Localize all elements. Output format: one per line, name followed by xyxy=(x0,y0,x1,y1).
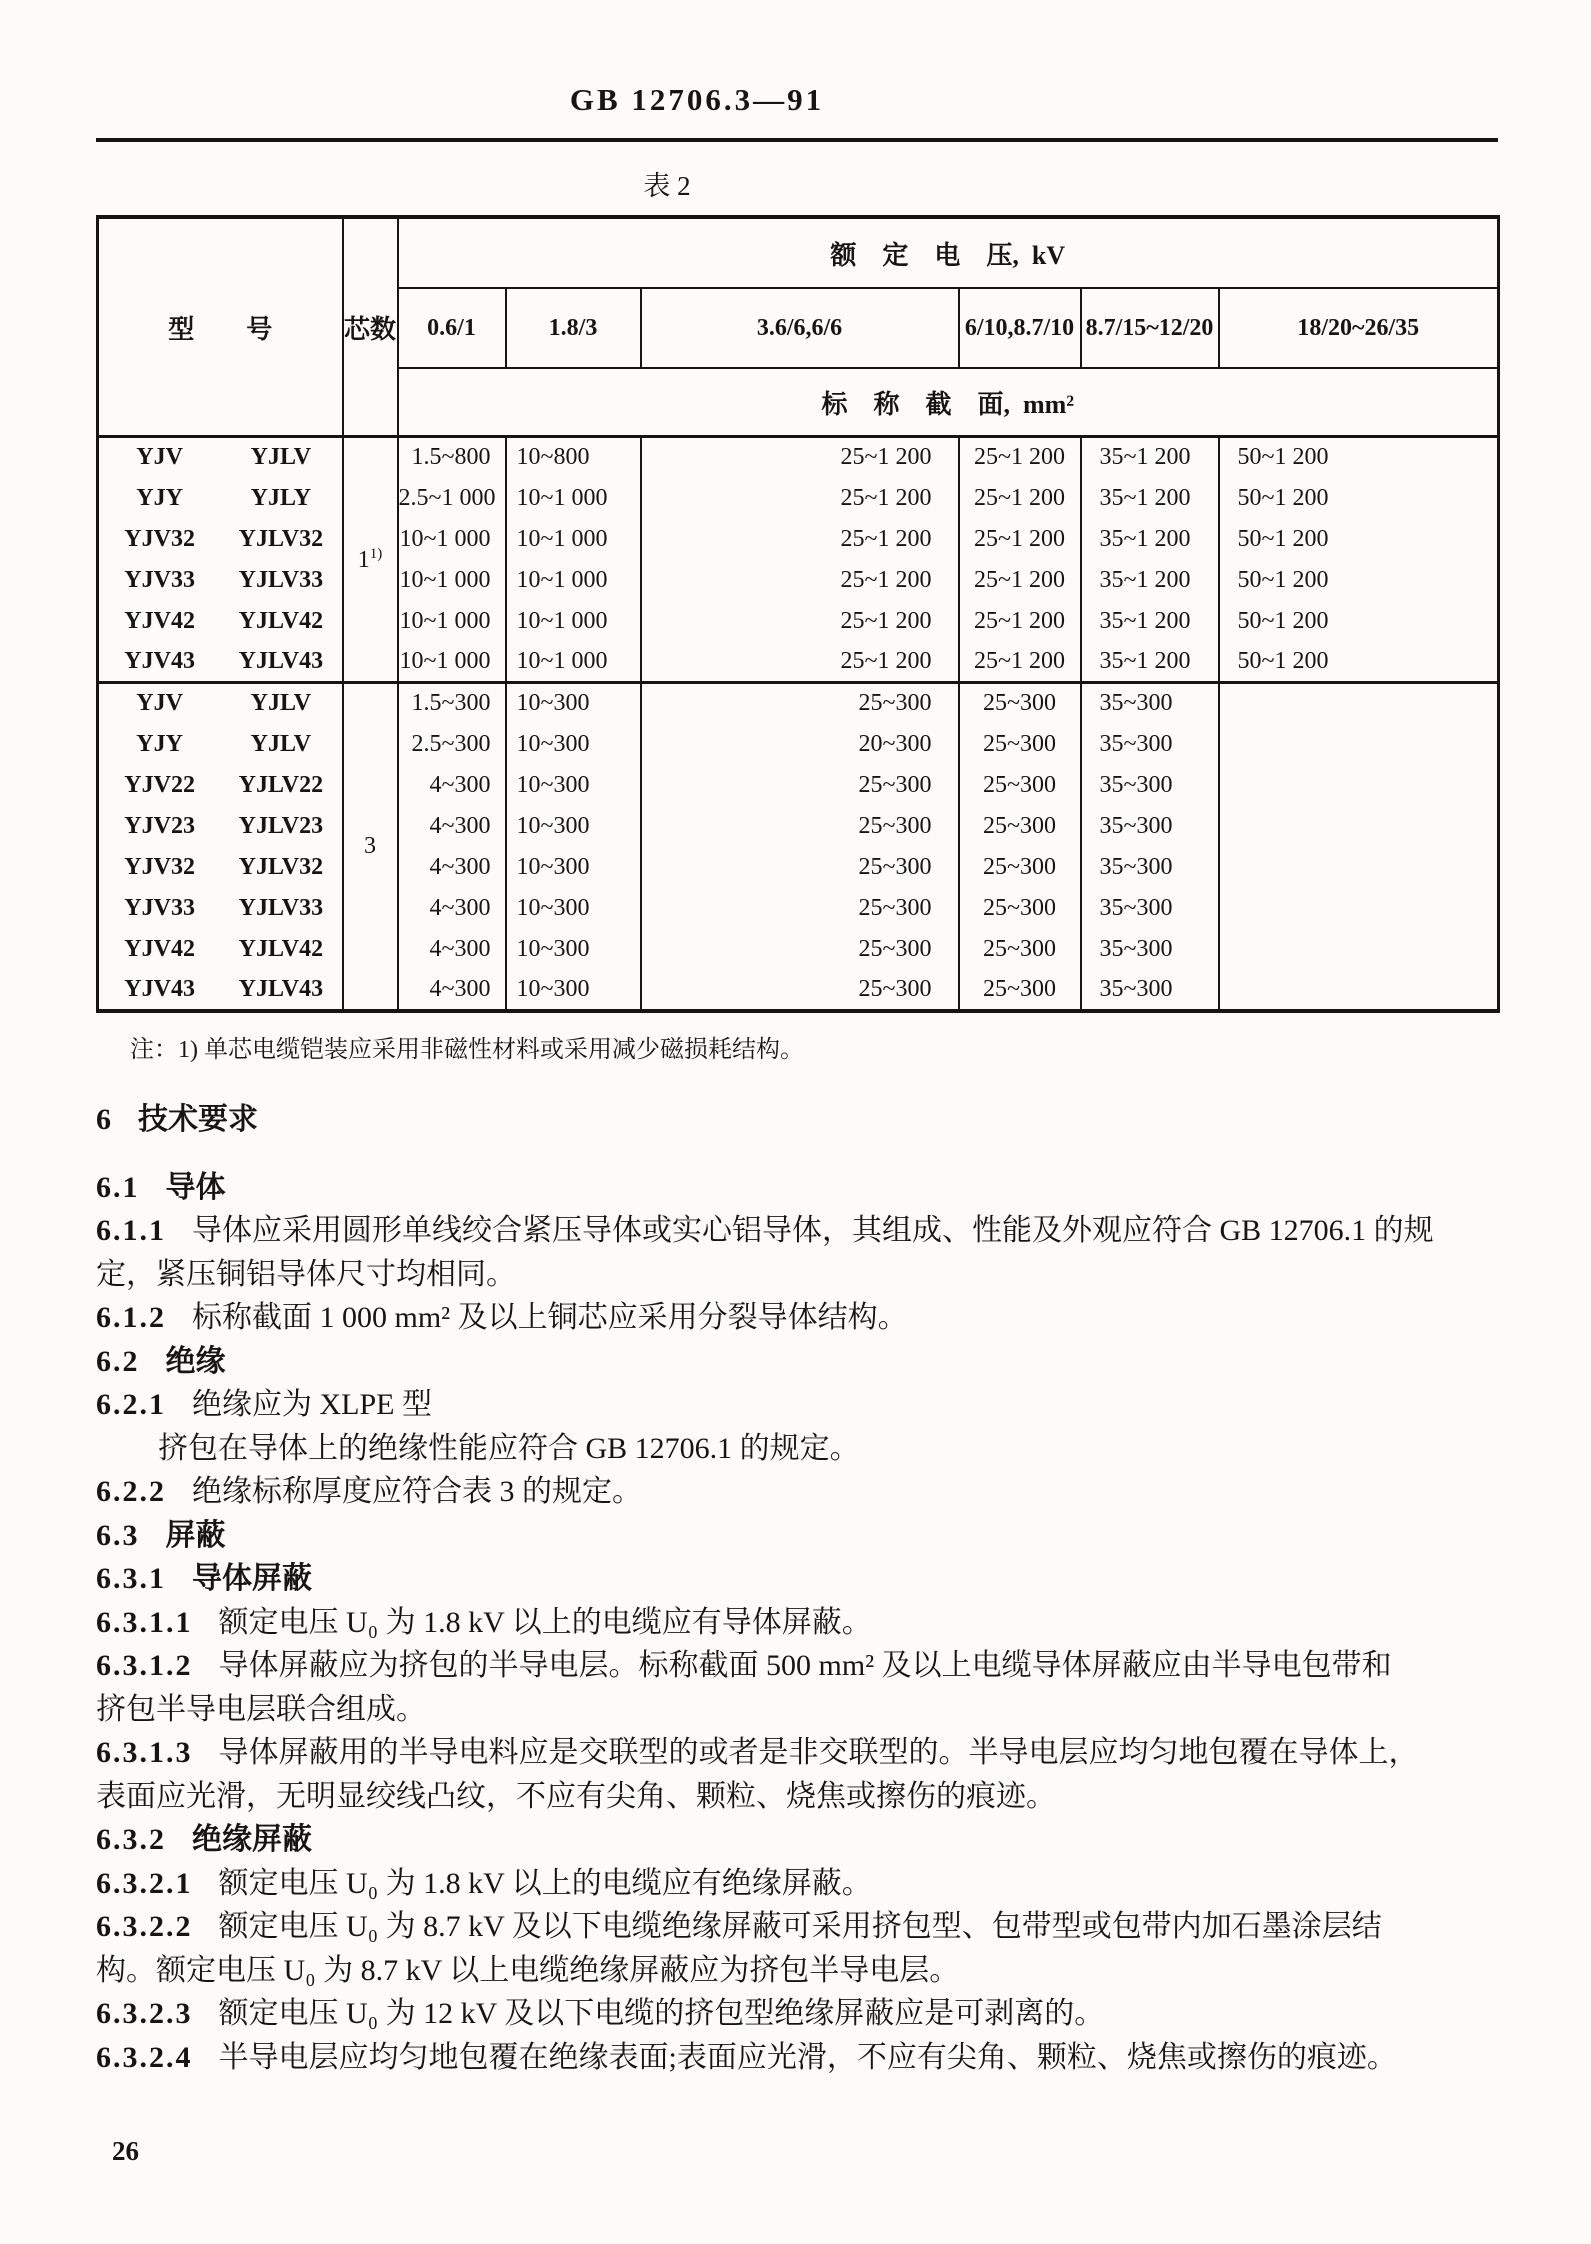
section-range-cell: 35~1 200 xyxy=(1081,519,1219,560)
clause-text: 导体屏蔽用的半导电料应是交联型的或者是非交联型的。半导电层应均匀地包覆在导体上， xyxy=(218,1736,1419,1769)
section-range-cell: 35~1 200 xyxy=(1081,560,1219,601)
section-range-cell: 35~300 xyxy=(1081,888,1219,929)
model-code: YJV32 xyxy=(124,525,195,552)
section-range-cell: 50~1 200 xyxy=(1237,566,1329,593)
clause-number: 6.3.2.4 xyxy=(96,2040,193,2074)
section-range-cell: 10~1 000 xyxy=(506,560,641,601)
section-range-cell: 35~1 200 xyxy=(1081,642,1219,683)
section-range-cell: 2.5~1 000 xyxy=(398,478,506,519)
clause-line xyxy=(96,1427,1498,1471)
section-range-cell xyxy=(1219,765,1499,806)
section-range-cell: 10~300 xyxy=(506,765,641,806)
section-heading xyxy=(96,1094,1498,1138)
clause-number: 6.2 xyxy=(96,1344,140,1378)
section-range-cell: 10~1 000 xyxy=(506,478,641,519)
clause-number: 6.3.1.1 xyxy=(96,1605,193,1639)
section-range-cell: 10~1 000 xyxy=(398,642,506,683)
section-range-cell: 10~1 000 xyxy=(398,519,506,560)
model-code: YJLV xyxy=(250,730,312,757)
model-code: YJLV42 xyxy=(238,607,324,634)
model-cell xyxy=(98,642,343,683)
model-code: YJV33 xyxy=(124,566,195,593)
section-range-cell: 20~300 xyxy=(641,724,959,765)
model-cell xyxy=(98,888,343,929)
clause-line xyxy=(96,1557,1498,1601)
section-range-cell: 25~1 200 xyxy=(959,437,1081,478)
clause-text: 表面应光滑，无明显绞线凸纹，不应有尖角、颗粒、烧焦或擦伤的痕迹。 xyxy=(96,1779,1056,1813)
clause-line xyxy=(96,1514,1498,1558)
voltage-col-header: 3.6/6,6/6 xyxy=(641,288,959,368)
section-range-cell: 25~1 200 xyxy=(959,560,1081,601)
clause-line xyxy=(96,1340,1498,1384)
model-cell xyxy=(98,806,343,847)
section-range-cell: 10~1 000 xyxy=(398,601,506,642)
section-range-cell: 10~300 xyxy=(506,683,641,724)
section-range-cell: 35~300 xyxy=(1081,806,1219,847)
clause-number: 6.3 xyxy=(96,1518,140,1552)
table-header xyxy=(98,217,1499,437)
clause-number: 6.2.2 xyxy=(96,1475,166,1508)
section-range-cell: 25~1 200 xyxy=(959,478,1081,519)
model-code: YJV23 xyxy=(124,812,195,839)
model-code: YJV xyxy=(136,690,183,717)
section-range-cell: 25~300 xyxy=(959,724,1081,765)
section-range-cell: 25~1 200 xyxy=(641,601,959,642)
model-code: YJLV33 xyxy=(238,894,324,921)
section-range-cell: 35~1 200 xyxy=(1081,478,1219,519)
model-cell xyxy=(98,601,343,642)
clause-number: 6.3.2.3 xyxy=(96,1997,193,2030)
model-code: YJV43 xyxy=(124,647,195,674)
model-code: YJLV43 xyxy=(238,647,324,674)
table-row xyxy=(98,601,1499,642)
table-footnote: 注：1) 单芯电缆铠装应采用非磁性材料或采用减少磁损耗结构。 xyxy=(130,1036,804,1063)
clause-text: 挤包在导体上的绝缘性能应符合 GB 12706.1 的规定。 xyxy=(158,1431,860,1465)
clause-text: 标称截面 1 000 mm² 及以上铜芯应采用分裂导体结构。 xyxy=(192,1301,908,1334)
clause-number: 6.1.2 xyxy=(96,1301,166,1334)
clause-line xyxy=(96,1992,1498,2036)
section-number: 6 xyxy=(96,1102,112,1136)
table-row xyxy=(98,806,1499,847)
section-range-cell: 10~1 000 xyxy=(506,601,641,642)
model-cell xyxy=(98,683,343,724)
section-range-cell: 35~300 xyxy=(1081,970,1219,1011)
clause-text: 挤包半导电层联合组成。 xyxy=(96,1692,426,1726)
section-range-cell: 1.5~800 xyxy=(398,437,506,478)
table-row xyxy=(98,642,1499,683)
section-range-cell: 25~300 xyxy=(641,847,959,888)
clause-line xyxy=(96,1818,1498,1862)
clause-line xyxy=(96,1731,1498,1775)
section-range-cell: 10~300 xyxy=(506,929,641,970)
section-range-cell: 25~1 200 xyxy=(641,478,959,519)
section-range-cell: 25~300 xyxy=(959,970,1081,1011)
footnote-marker: 1) xyxy=(369,545,383,562)
model-code: YJLV xyxy=(250,444,312,471)
clause-text-block xyxy=(96,1166,1498,2080)
clause-text: 绝缘 xyxy=(165,1344,226,1378)
model-code: YJLV22 xyxy=(238,771,324,798)
clause-number: 6.3.1 xyxy=(96,1562,166,1595)
section-range-cell: 25~300 xyxy=(641,888,959,929)
model-cell xyxy=(98,437,343,478)
clause-line xyxy=(96,1644,1498,1688)
model-code: YJV32 xyxy=(124,853,195,880)
col-header-model: 型 号 xyxy=(98,217,343,437)
section-range-cell: 10~300 xyxy=(506,806,641,847)
section-range-cell: 10~300 xyxy=(506,724,641,765)
clause-line xyxy=(96,1209,1498,1253)
clause-number: 6.1 xyxy=(96,1170,140,1204)
clause-number: 6.3.2 xyxy=(96,1823,166,1856)
section-range-cell xyxy=(1219,724,1499,765)
table-row xyxy=(98,437,1499,478)
section-range-cell: 4~300 xyxy=(398,929,506,970)
clause-number: 6.1.1 xyxy=(96,1214,166,1247)
table-row xyxy=(98,560,1499,601)
model-code: YJLV33 xyxy=(238,566,324,593)
section-range-cell: 25~300 xyxy=(959,847,1081,888)
clause-number: 6.3.1.2 xyxy=(96,1649,193,1682)
model-cell xyxy=(98,478,343,519)
table-row xyxy=(98,724,1499,765)
section-range-cell: 35~300 xyxy=(1081,765,1219,806)
table-row xyxy=(98,478,1499,519)
clause-text: 绝缘标称厚度应符合表 3 的规定。 xyxy=(192,1475,642,1508)
clause-line xyxy=(96,1296,1498,1340)
table-row xyxy=(98,929,1499,970)
section-range-cell: 10~300 xyxy=(506,970,641,1011)
table-row xyxy=(98,970,1499,1011)
col-header-rated-voltage: 额 定 电 压, kV xyxy=(398,217,1499,288)
voltage-col-header: 8.7/15~12/20 xyxy=(1081,288,1219,368)
clause-text: 导体屏蔽 xyxy=(192,1562,312,1595)
section-range-cell: 4~300 xyxy=(398,806,506,847)
clause-text: 定，紧压铜铝导体尺寸均相同。 xyxy=(96,1257,516,1291)
clause-line xyxy=(96,1470,1498,1514)
section-range-cell xyxy=(1219,888,1499,929)
cores-count-cell: 3 xyxy=(343,683,398,1011)
model-cell xyxy=(98,847,343,888)
section-range-cell: 25~1 200 xyxy=(641,437,959,478)
model-code: YJV42 xyxy=(124,607,195,634)
clause-text: 导体 xyxy=(165,1170,226,1204)
table-row xyxy=(98,888,1499,929)
clause-number: 6.3.1.3 xyxy=(96,1736,193,1769)
clause-text: 绝缘屏蔽 xyxy=(192,1823,312,1856)
model-cell xyxy=(98,970,343,1011)
clause-text: 导体应采用圆形单线绞合紧压导体或实心铝导体，其组成、性能及外观应符合 GB 12706.1 的规 xyxy=(192,1214,1434,1247)
table-row xyxy=(98,847,1499,888)
model-cell xyxy=(98,765,343,806)
table-row xyxy=(98,683,1499,724)
clause-number: 6.3.2.2 xyxy=(96,1910,193,1943)
section-range-cell: 50~1 200 xyxy=(1237,647,1329,674)
section-range-cell: 10~300 xyxy=(506,888,641,929)
clause-line xyxy=(96,1775,1498,1819)
clause-line xyxy=(96,1166,1498,1210)
section-range-cell: 2.5~300 xyxy=(398,724,506,765)
table-body xyxy=(98,437,1499,1011)
table-caption: 表 2 xyxy=(643,171,691,201)
model-cell xyxy=(98,929,343,970)
clause-text: 导体屏蔽应为挤包的半导电层。标称截面 500 mm² 及以上电缆导体屏蔽应由半导电包带和 xyxy=(218,1649,1392,1682)
clause-text: 额定电压 U₀ 为 8.7 kV 及以下电缆绝缘屏蔽可采用挤包型、包带型或包带内加石墨涂层结 xyxy=(218,1910,1382,1943)
section-range-cell: 50~1 200 xyxy=(1237,607,1329,634)
voltage-col-header: 6/10,8.7/10 xyxy=(959,288,1081,368)
section-range-cell: 50~1 200 xyxy=(1237,525,1329,552)
section-range-cell: 25~1 200 xyxy=(959,642,1081,683)
model-code: YJY xyxy=(136,730,183,757)
model-cell xyxy=(98,724,343,765)
cores-count-cell: 1$^{1)}$ xyxy=(343,437,398,683)
clause-line xyxy=(96,1862,1498,1906)
clause-line xyxy=(96,1688,1498,1732)
model-code: YJLV xyxy=(250,690,312,717)
section-range-cell: 35~300 xyxy=(1081,683,1219,724)
section-range-cell: 10~800 xyxy=(506,437,641,478)
section-range-cell: 35~300 xyxy=(1081,847,1219,888)
model-cell xyxy=(98,560,343,601)
section-range-cell: 25~300 xyxy=(959,683,1081,724)
clause-line xyxy=(96,1383,1498,1427)
section-range-cell: 10~1 000 xyxy=(506,519,641,560)
section-range-cell: 10~1 000 xyxy=(398,560,506,601)
section-range-cell: 25~300 xyxy=(959,765,1081,806)
table-row xyxy=(98,519,1499,560)
model-code: YJLY xyxy=(250,484,312,511)
section-range-cell: 25~300 xyxy=(959,888,1081,929)
table-row xyxy=(98,765,1499,806)
clause-line xyxy=(96,1949,1498,1993)
clause-text: 额定电压 U₀ 为 1.8 kV 以上的电缆应有导体屏蔽。 xyxy=(218,1605,872,1639)
section-range-cell: 25~300 xyxy=(641,970,959,1011)
section-range-cell: 25~300 xyxy=(641,806,959,847)
clause-line xyxy=(96,1905,1498,1949)
page-number: 26 xyxy=(112,2136,139,2166)
model-code: YJLV43 xyxy=(238,975,324,1002)
section-range-cell: 10~300 xyxy=(506,847,641,888)
section-range-cell xyxy=(1219,929,1499,970)
section-range-cell xyxy=(1219,806,1499,847)
model-cell xyxy=(98,519,343,560)
clause-number: 6.3.2.1 xyxy=(96,1866,193,1900)
model-code: YJV22 xyxy=(124,771,195,798)
page-content xyxy=(96,0,1498,2079)
clause-text: 绝缘应为 XLPE 型 xyxy=(192,1388,432,1421)
section-range-cell: 25~300 xyxy=(959,929,1081,970)
section-range-cell: 25~1 200 xyxy=(959,519,1081,560)
section-range-cell xyxy=(1219,847,1499,888)
section-range-cell: 4~300 xyxy=(398,970,506,1011)
model-code: YJV33 xyxy=(124,894,195,921)
section-range-cell xyxy=(1219,683,1499,724)
table-2 xyxy=(96,215,1500,1013)
clause-line xyxy=(96,1601,1498,1645)
section-range-cell: 4~300 xyxy=(398,847,506,888)
section-range-cell: 35~300 xyxy=(1081,929,1219,970)
section-range-cell: 35~300 xyxy=(1081,724,1219,765)
section-range-cell: 25~300 xyxy=(641,765,959,806)
document-title: GB 12706.3—91 xyxy=(569,82,825,117)
section-range-cell: 4~300 xyxy=(398,888,506,929)
section-range-cell: 25~1 200 xyxy=(641,560,959,601)
section-title: 技术要求 xyxy=(138,1102,258,1136)
section-range-cell: 50~1 200 xyxy=(1237,444,1329,471)
model-code: YJY xyxy=(136,484,183,511)
header-rule xyxy=(96,138,1498,142)
clause-number: 6.2.1 xyxy=(96,1388,166,1421)
model-code: YJLV32 xyxy=(238,853,324,880)
model-code: YJV42 xyxy=(124,935,195,962)
clause-line xyxy=(96,2036,1498,2080)
col-header-cores: 芯数 xyxy=(343,217,398,437)
section-range-cell: 50~1 200 xyxy=(1237,484,1329,511)
col-header-nominal-section: 标 称 截 面, mm² xyxy=(398,368,1499,437)
section-range-cell: 25~300 xyxy=(641,929,959,970)
clause-text: 额定电压 U₀ 为 12 kV 及以下电缆的挤包型绝缘屏蔽应是可剥离的。 xyxy=(218,1997,1105,2030)
model-code: YJV xyxy=(136,444,183,471)
section-range-cell: 25~300 xyxy=(641,683,959,724)
section-range-cell: 35~1 200 xyxy=(1081,437,1219,478)
clause-text: 半导电层应均匀地包覆在绝缘表面;表面应光滑，不应有尖角、颗粒、烧焦或擦伤的痕迹。 xyxy=(218,2040,1397,2074)
voltage-col-header: 1.8/3 xyxy=(506,288,641,368)
section-range-cell: 25~300 xyxy=(959,806,1081,847)
clause-line xyxy=(96,1253,1498,1297)
section-range-cell: 1.5~300 xyxy=(398,683,506,724)
model-code: YJLV42 xyxy=(238,935,324,962)
voltage-col-header: 18/20~26/35 xyxy=(1219,288,1499,368)
clause-text: 额定电压 U₀ 为 1.8 kV 以上的电缆应有绝缘屏蔽。 xyxy=(218,1866,872,1900)
model-code: YJV43 xyxy=(124,975,195,1002)
section-range-cell: 4~300 xyxy=(398,765,506,806)
clause-text: 屏蔽 xyxy=(165,1518,226,1552)
section-range-cell: 10~1 000 xyxy=(506,642,641,683)
section-range-cell: 25~1 200 xyxy=(641,519,959,560)
section-range-cell: 25~1 200 xyxy=(641,642,959,683)
section-range-cell xyxy=(1219,970,1499,1011)
model-code: YJLV32 xyxy=(238,525,324,552)
voltage-col-header: 0.6/1 xyxy=(398,288,506,368)
model-code: YJLV23 xyxy=(238,812,324,839)
section-range-cell: 25~1 200 xyxy=(959,601,1081,642)
clause-text: 构。额定电压 U₀ 为 8.7 kV 以上电缆绝缘屏蔽应为挤包半导电层。 xyxy=(96,1953,960,1987)
section-range-cell: 35~1 200 xyxy=(1081,601,1219,642)
